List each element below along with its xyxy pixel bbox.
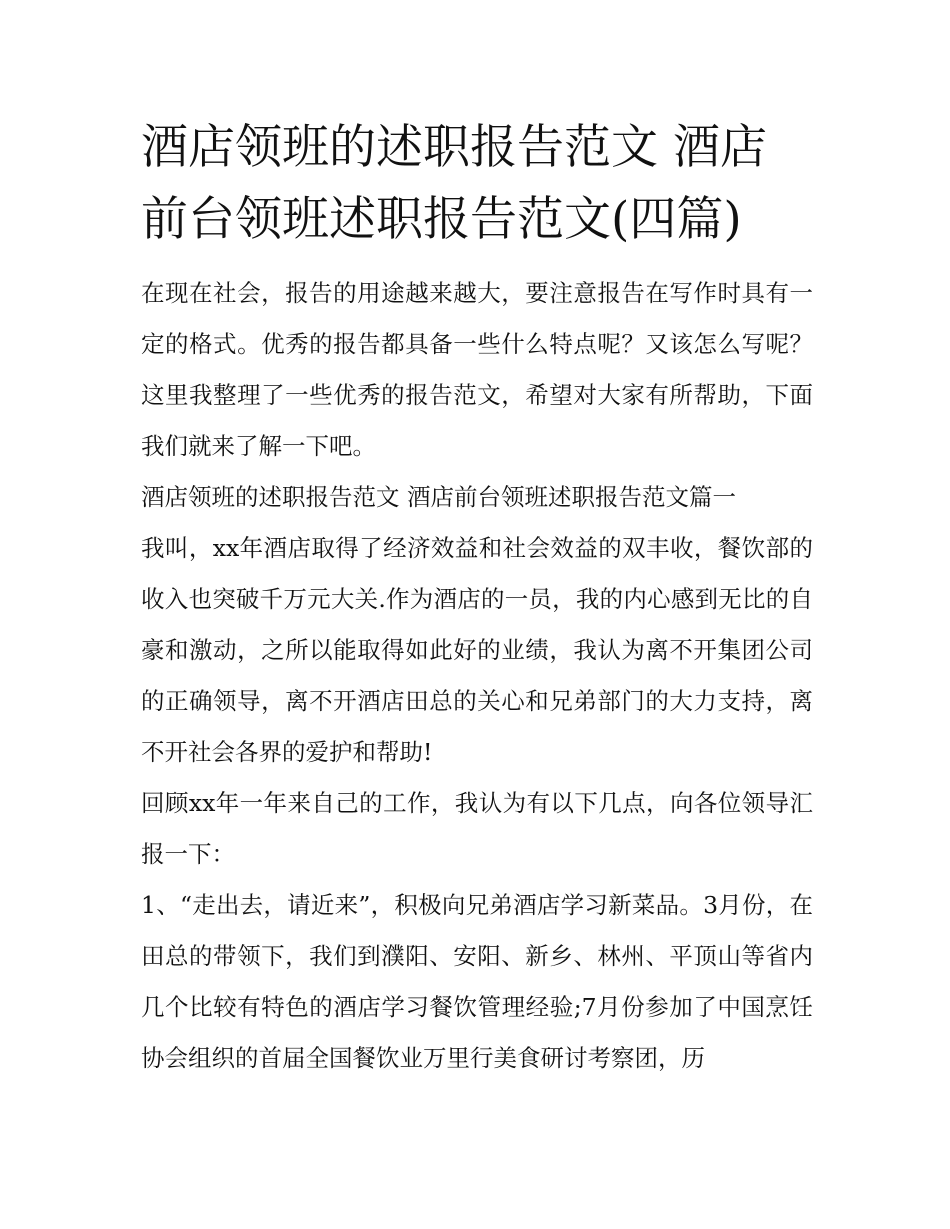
body-paragraph: 回顾xx年一年来自己的工作，我认为有以下几点，向各位领导汇报一下：: [141, 789, 813, 868]
body-paragraph: 我叫，xx年酒店取得了经济效益和社会效益的双丰收，餐饮部的收入也突破千万元大关.作为酒店的一员，我的内心感到无比的自豪和激动，之所以能取得如此好的业绩，我认为离不开集团公司的正确领导，离不开酒店田总的关心和兄弟部门的大力支持，离不开社会各界的爱护和帮助!: [141, 534, 813, 766]
section-heading: 酒店领班的述职报告范文 酒店前台领班述职报告范文篇一: [141, 483, 736, 511]
list-item-paragraph: 1、“走出去，请近来”，积极向兄弟酒店学习新菜品。3月份，在田总的带领下，我们到濮阳、安阳、新乡、林州、平顶山等省内几个比较有特色的酒店学习餐饮管理经验;7月份参加了中国烹饪协会组织的首届全国餐饮业万里行美食研讨考察团，历: [141, 891, 813, 1072]
intro-paragraph: 在现在社会，报告的用途越来越大，要注意报告在写作时具有一定的格式。优秀的报告都具备一些什么特点呢？又该怎么写呢？这里我整理了一些优秀的报告范文，希望对大家有所帮助，下面我们就来了解一下吧。: [141, 279, 813, 460]
document-title: 酒店领班的述职报告范文 酒店前台领班述职报告范文(四篇): [141, 120, 767, 247]
document-body: [141, 112, 813, 1084]
